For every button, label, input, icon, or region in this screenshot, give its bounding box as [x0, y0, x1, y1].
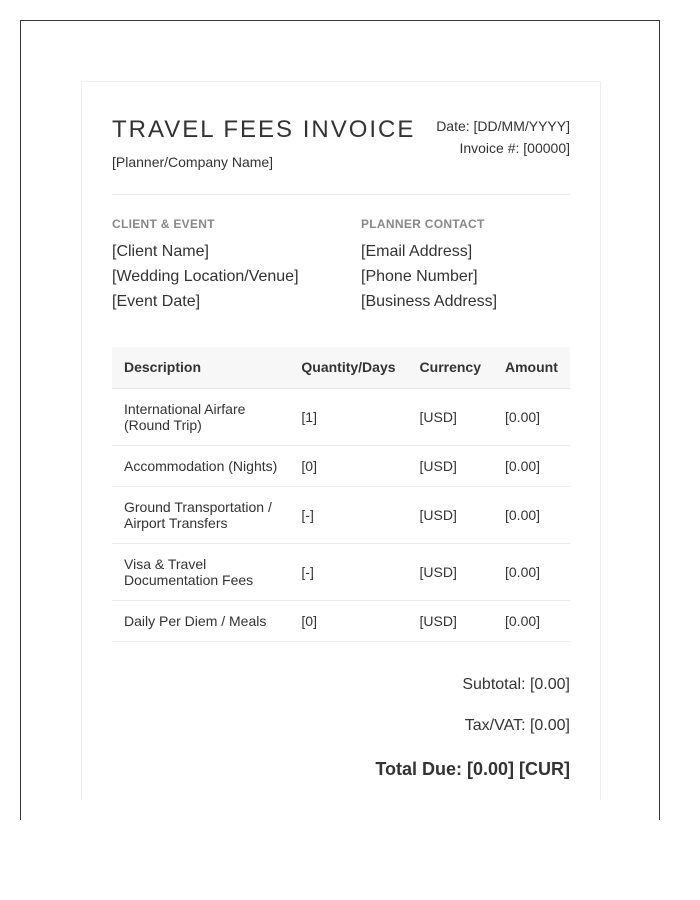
company-name: [Planner/Company Name] [112, 154, 274, 170]
client-event-block [112, 217, 299, 314]
client-event-label: CLIENT & EVENT [112, 217, 215, 231]
wedding-location: [Wedding Location/Venue] [112, 268, 299, 285]
row-currency: [USD] [408, 486, 493, 543]
planner-contact-label: PLANNER CONTACT [361, 217, 485, 231]
subtotal: Subtotal: [0.00] [462, 675, 570, 693]
client-name: [Client Name] [112, 243, 209, 260]
table-row [112, 445, 570, 486]
total-due: Total Due: [0.00] [CUR] [375, 758, 570, 779]
invoice-date: Date: [DD/MM/YYYY] [436, 118, 570, 134]
totals-section [112, 675, 570, 780]
header-quantity: Quantity/Days [289, 347, 407, 388]
header-description: Description [112, 347, 289, 388]
row-amount: [0.00] [493, 600, 570, 641]
row-description: Ground Transportation / Airport Transfers [112, 486, 289, 543]
planner-contact-block [361, 217, 497, 314]
row-currency: [USD] [408, 600, 493, 641]
row-description: International Airfare (Round Trip) [112, 388, 289, 445]
row-currency: [USD] [408, 388, 493, 445]
fees-table [112, 347, 570, 642]
invoice-title: TRAVEL FEES INVOICE [112, 116, 416, 143]
row-amount: [0.00] [493, 388, 570, 445]
header-currency: Currency [408, 347, 493, 388]
invoice-meta [436, 115, 570, 159]
row-description: Visa & Travel Documentation Fees [112, 543, 289, 600]
row-quantity: [-] [289, 543, 407, 600]
row-description: Daily Per Diem / Meals [112, 600, 289, 641]
table-row [112, 543, 570, 600]
row-description: Accommodation (Nights) [112, 445, 289, 486]
table-row [112, 486, 570, 543]
row-amount: [0.00] [493, 486, 570, 543]
tax-vat: Tax/VAT: [0.00] [464, 716, 570, 734]
planner-email: [Email Address] [361, 243, 473, 260]
header-amount: Amount [493, 347, 570, 388]
row-quantity: [0] [289, 445, 407, 486]
planner-address: [Business Address] [361, 293, 498, 310]
table-header-row [112, 347, 570, 388]
row-amount: [0.00] [493, 445, 570, 486]
row-amount: [0.00] [493, 543, 570, 600]
row-currency: [USD] [408, 445, 493, 486]
row-quantity: [1] [289, 388, 407, 445]
invoice-document [81, 81, 601, 800]
invoice-number: Invoice #: [00000] [459, 140, 570, 156]
table-row [112, 600, 570, 641]
row-quantity: [-] [289, 486, 407, 543]
row-quantity: [0] [289, 600, 407, 641]
invoice-header [112, 82, 570, 195]
event-date: [Event Date] [112, 293, 201, 310]
table-row [112, 388, 570, 445]
parties-section [112, 195, 570, 347]
row-currency: [USD] [408, 543, 493, 600]
planner-phone: [Phone Number] [361, 268, 478, 285]
